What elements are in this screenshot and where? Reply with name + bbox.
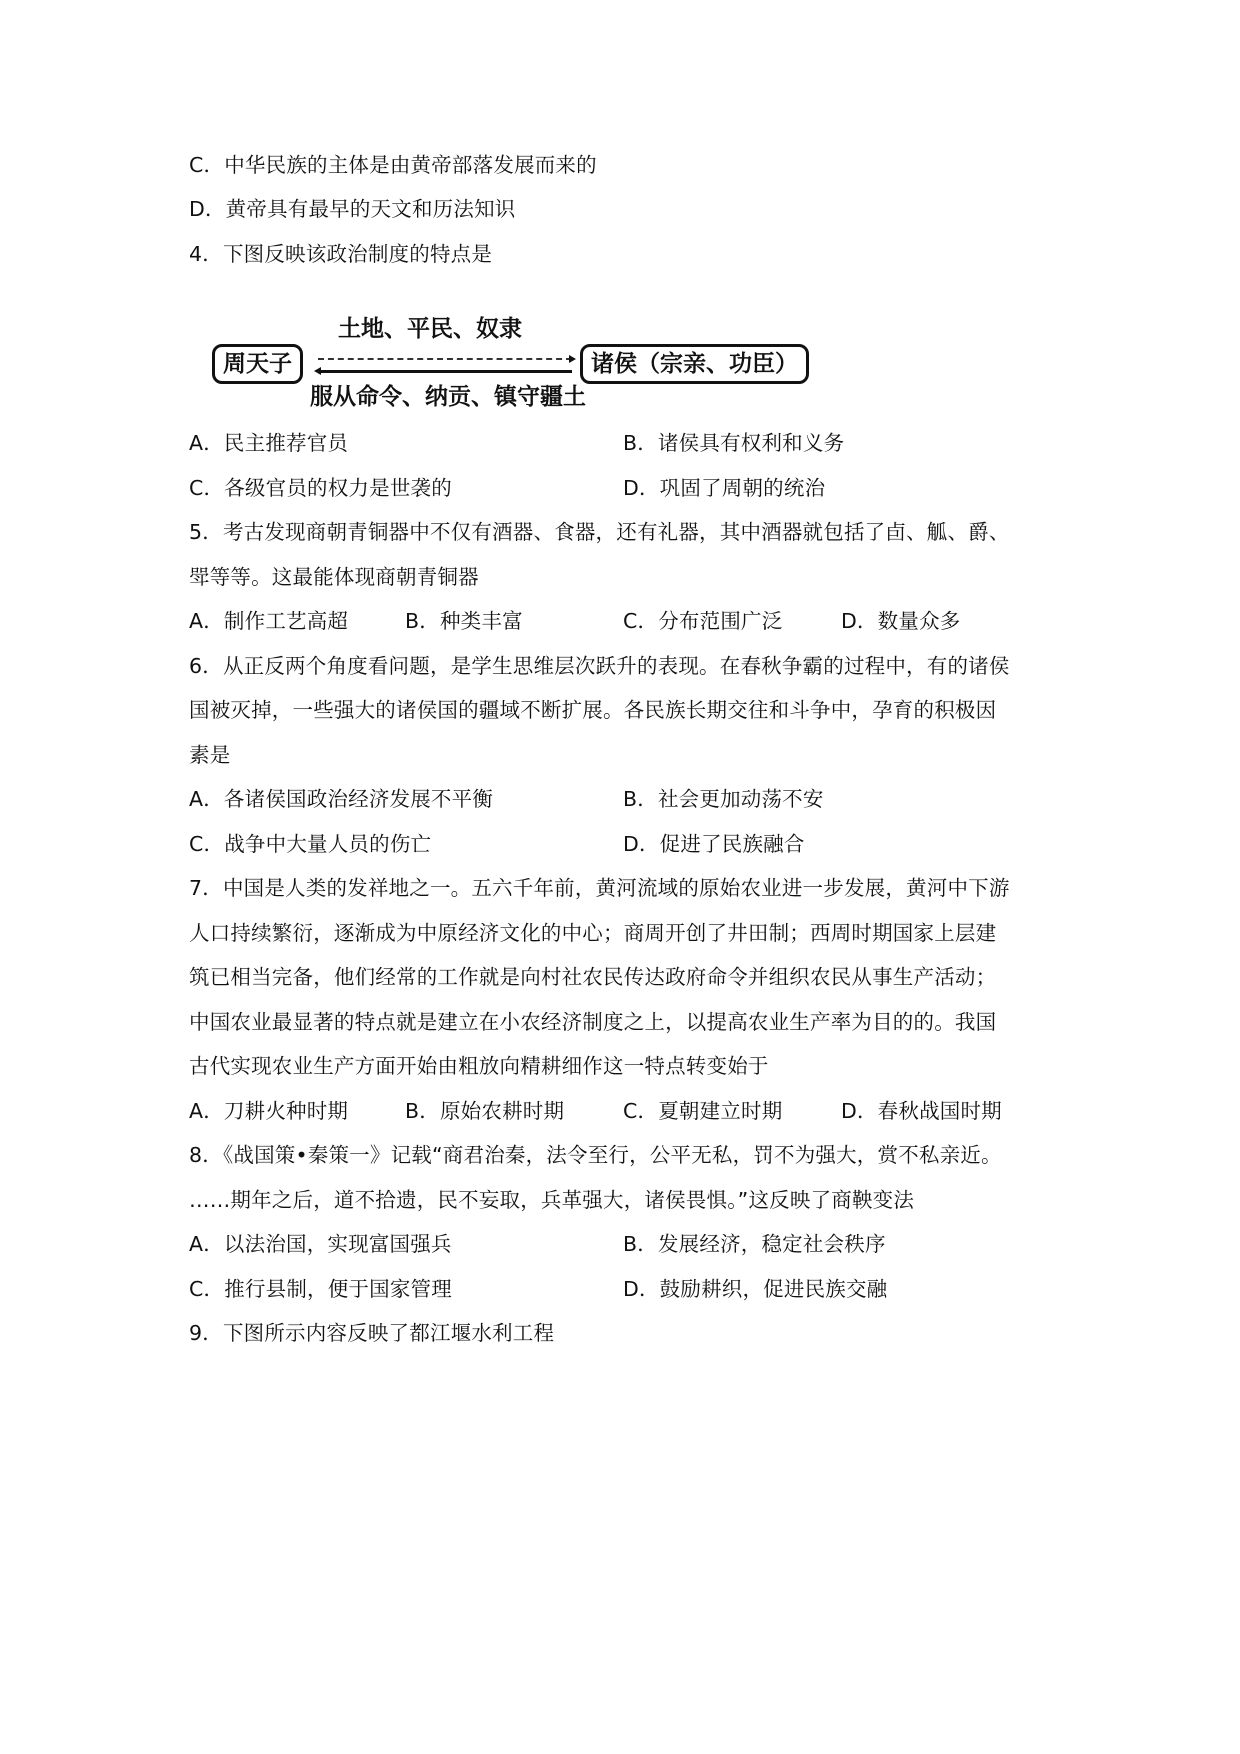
q5-stem-line-2: 斝等等。这最能体现商朝青铜器 [189, 565, 479, 589]
q5-option-c: C．分布范围广泛 [623, 609, 783, 633]
q6-option-a: A．各诸侯国政治经济发展不平衡 [189, 787, 494, 811]
q9-stem: 9．下图所示内容反映了都江堰水利工程 [189, 1321, 555, 1345]
q4-stem: 4．下图反映该政治制度的特点是 [189, 242, 493, 266]
q8-stem-line-1: 8．《战国策•秦策一》记载“商君治秦，法令至行，公平无私，罚不为强大，赏不私亲近。 [189, 1143, 1002, 1167]
q7-stem-line-4: 中国农业最显著的特点就是建立在小农经济制度之上，以提高农业生产率为目的的。我国 [189, 1010, 997, 1034]
q7-stem-line-3: 筑已相当完备，他们经常的工作就是向村社农民传达政府命令并组织农民从事生产活动； [189, 965, 997, 989]
q5-stem-line-1: 5．考古发现商朝青铜器中不仅有酒器、食器，还有礼器，其中酒器就包括了卣、觚、爵、 [189, 520, 1010, 544]
q6-stem-line-1: 6．从正反两个角度看问题，是学生思维层次跃升的表现。在春秋争霸的过程中，有的诸侯 [189, 654, 1010, 678]
arrow-right-icon [318, 358, 572, 360]
q5-option-d: D．数量众多 [841, 609, 961, 633]
q6-stem-line-3: 素是 [189, 743, 231, 767]
q6-stem-line-2: 国被灭掉，一些强大的诸侯国的疆域不断扩展。各民族长期交往和斗争中，孕育的积极因 [189, 698, 997, 722]
q8-stem-line-2: ……期年之后，道不拾遗，民不妄取，兵革强大，诸侯畏惧。”这反映了商鞅变法 [189, 1188, 915, 1212]
arrow-left-icon [318, 370, 572, 373]
diagram-box-zhou-king: 周天子 [212, 344, 303, 384]
diagram-top-label: 土地、平民、奴隶 [338, 316, 522, 342]
q7-option-c: C．夏朝建立时期 [623, 1099, 783, 1123]
q4-option-b: B．诸侯具有权利和义务 [623, 431, 845, 455]
q8-option-a: A．以法治国，实现富国强兵 [189, 1232, 452, 1256]
q7-option-b: B．原始农耕时期 [405, 1099, 565, 1123]
q7-stem-line-1: 7．中国是人类的发祥地之一。五六千年前，黄河流域的原始农业进一步发展，黄河中下游 [189, 876, 1010, 900]
q6-option-d: D．促进了民族融合 [623, 832, 805, 856]
diagram-bottom-label: 服从命令、纳贡、镇守疆土 [310, 384, 586, 410]
q5-option-a: A．制作工艺高超 [189, 609, 349, 633]
q7-option-d: D．春秋战国时期 [841, 1099, 1002, 1123]
q8-option-b: B．发展经济，稳定社会秩序 [623, 1232, 886, 1256]
fenfeng-system-diagram [210, 308, 800, 408]
q4-option-c: C．各级官员的权力是世袭的 [189, 476, 452, 500]
q6-option-b: B．社会更加动荡不安 [623, 787, 824, 811]
q8-option-c: C．推行县制，便于国家管理 [189, 1277, 452, 1301]
q5-option-b: B．种类丰富 [405, 609, 523, 633]
q7-stem-line-2: 人口持续繁衍，逐渐成为中原经济文化的中心；商周开创了井田制；西周时期国家上层建 [189, 921, 997, 945]
q7-option-a: A．刀耕火种时期 [189, 1099, 349, 1123]
q4-option-a: A．民主推荐官员 [189, 431, 349, 455]
q4-option-d: D．巩固了周朝的统治 [623, 476, 826, 500]
q3-option-c: C．中华民族的主体是由黄帝部落发展而来的 [189, 153, 597, 177]
q7-stem-line-5: 古代实现农业生产方面开始由粗放向精耕细作这一特点转变始于 [189, 1054, 769, 1078]
q3-option-d: D．黄帝具有最早的天文和历法知识 [189, 197, 516, 221]
diagram-box-vassals: 诸侯（宗亲、功臣） [580, 344, 809, 384]
q6-option-c: C．战争中大量人员的伤亡 [189, 832, 432, 856]
q8-option-d: D．鼓励耕织，促进民族交融 [623, 1277, 888, 1301]
